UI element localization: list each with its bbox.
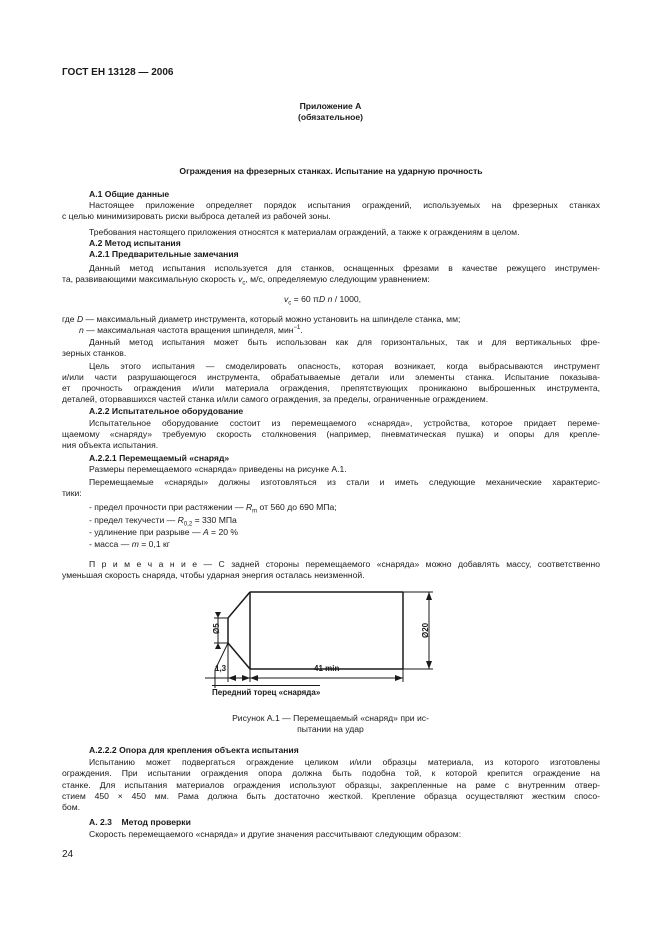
dimension-1-3: 1,3 bbox=[215, 664, 227, 673]
paragraph-line: и/или части разрушающегося инструмента, обрабатываемые детали или элементы станка. Испытание показыва- bbox=[62, 372, 600, 382]
paragraph-line: бом. bbox=[62, 802, 80, 812]
dimension-diameter-5: Ø5 bbox=[212, 623, 221, 634]
projectile-drawing bbox=[195, 582, 455, 702]
list-item: - удлинение при разрыве — A = 20 % bbox=[89, 527, 239, 537]
paragraph-line: станке. Для испытания материалов ограждения используют образцы, закрепленные на раме с внутренним отвер- bbox=[62, 780, 600, 790]
paragraph-line: та, развивающими максимальную скорость $v_c$, м/с, определяемую следующим уравнением: bbox=[62, 274, 430, 287]
section-a222-title: А.2.2.2 Опора для крепления объекта испытания bbox=[89, 745, 299, 755]
front-face-label: Передний торец «снаряда» bbox=[212, 685, 320, 698]
dimension-diameter-20: Ø20 bbox=[421, 622, 430, 638]
paragraph-line: Требования настоящего приложения относятся к материалам ограждений, а также к ограждениям в целом. bbox=[89, 227, 520, 237]
dimension-41-min: 41 min bbox=[314, 664, 340, 673]
appendix-status: (обязательное) bbox=[297, 112, 364, 122]
paragraph-line: Перемещаемые «снаряды» должны изготовляться из стали и иметь следующие механические характерис- bbox=[89, 477, 600, 487]
chamfer-bottom bbox=[228, 643, 250, 669]
list-item: - предел прочности при растяжении — $R_m$ от 560 до 690 МПа; bbox=[89, 502, 337, 515]
where-line: где D — максимальный диаметр инструмента, который можно установить на шпинделе станка, мм; bbox=[62, 314, 461, 324]
velocity-formula: $v_c = 60$ πD n / 1000, bbox=[284, 294, 362, 307]
paragraph-line: Испытательное оборудование состоит из перемещаемого «снаряда», устройства, которое придает переме- bbox=[89, 418, 600, 428]
paragraph-line: Размеры перемещаемого «снаряда» приведены на рисунке А.1. bbox=[89, 464, 347, 474]
section-a2-title: А.2 Метод испытания bbox=[89, 238, 181, 248]
page-number: 24 bbox=[62, 849, 74, 860]
paragraph-line: Данный метод испытания используется для станков, оснащенных фрезами в качестве режущего инструмен- bbox=[89, 263, 600, 273]
paragraph-line: зерных станков. bbox=[62, 348, 127, 358]
note-line: П р и м е ч а н и е — С задней стороны перемещаемого «снаряда» можно добавлять массу, соответственно bbox=[89, 559, 601, 569]
note-line: уменьшая скорость снаряда, чтобы ударная энергия осталась неизменной. bbox=[62, 570, 365, 580]
chamfer-top bbox=[228, 592, 250, 618]
paragraph-line: щаемому «снаряду» требуемую скорость столкновения (например, пневматическая пушка) и опоры для крепле- bbox=[62, 429, 600, 439]
figure-caption: Рисунок А.1 — Перемещаемый «снаряд» при ис- bbox=[232, 713, 429, 723]
paragraph-line: ния объекта испытания. bbox=[62, 440, 159, 450]
paragraph-line: Настоящее приложение определяет порядок испытания ограждений, используемых на фрезерных станках bbox=[89, 200, 600, 210]
paragraph-line: ет прочность ограждения и/или материала ограждения, препятствующих проникаюно выброшенных инструмента, bbox=[62, 383, 600, 393]
paragraph-line: Цель этого испытания — смоделировать опасность, которая возникает, когда выбрасываются инструмент bbox=[89, 361, 600, 371]
section-a221-title: А.2.2.1 Перемещаемый «снаряд» bbox=[89, 453, 230, 463]
paragraph-line: Скорость перемещаемого «снаряда» и другие значения рассчитывают следующим образом: bbox=[89, 829, 462, 839]
section-a21-title: А.2.1 Предварительные замечания bbox=[89, 249, 239, 259]
paragraph-line: стием 450 × 450 мм. Рама должна быть достаточно жесткой. Крепление образца осуществляют жестким спосо- bbox=[62, 791, 600, 801]
paragraph-line: Испытанию может подвергаться ограждение целиком и/или образцы материала, из которого изготовлены bbox=[89, 757, 600, 767]
paragraph-line: тики: bbox=[62, 488, 82, 498]
list-item: - масса — m = 0,1 кг bbox=[89, 539, 170, 549]
paragraph-line: Данный метод испытания может быть использован как для горизонтальных, так и для вертикальных фре- bbox=[89, 337, 600, 347]
section-a23-title: А. 2.3 Метод проверки bbox=[89, 817, 191, 827]
section-heading: Ограждения на фрезерных станках. Испытание на ударную прочность bbox=[179, 166, 483, 176]
paragraph-line: деталей, оторвавшихся частей станка и/или самого ограждения, за пределы, ограниченные ограждением. bbox=[62, 394, 489, 404]
section-a1-title: А.1 Общие данные bbox=[89, 189, 170, 199]
document-id: ГОСТ ЕН 13128 — 2006 bbox=[62, 67, 174, 78]
appendix-title: Приложение А bbox=[299, 101, 362, 111]
where-line: n — максимальная частота вращения шпинделя, мин$^{-1}$. bbox=[79, 325, 303, 335]
list-item: - предел текучести — $R_{0,2} = 330$ МПа bbox=[89, 515, 237, 528]
paragraph-line: с целью минимизировать риски выброса деталей из рабочей зоны. bbox=[62, 211, 331, 221]
figure-caption: пытании на удар bbox=[297, 724, 364, 734]
section-a22-title: А.2.2 Испытательное оборудование bbox=[89, 406, 244, 416]
paragraph-line: ограждения. При испытании ограждения опора должна быть подобна той, к которой крепится ограждение на bbox=[62, 768, 600, 778]
